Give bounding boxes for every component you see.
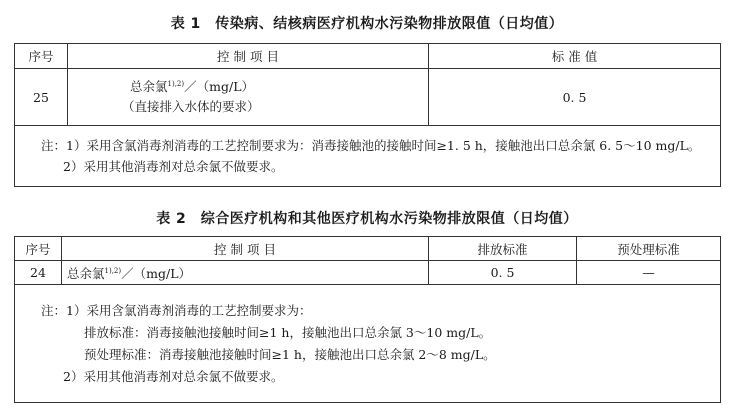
table2-note-1: 注：1）采用含氯消毒剂消毒的工艺控制要求为： bbox=[41, 302, 312, 318]
item-name: 总余氯 bbox=[67, 265, 105, 281]
item-name: 总余氯 bbox=[130, 79, 168, 94]
table1-header-item: 控 制 项 目 bbox=[68, 44, 429, 69]
table1-row-item bbox=[68, 69, 429, 126]
table2-note-discharge: 排放标准：消毒接触池接触时间≥1 h，接触池出口总余氯 3～10 mg/L。 bbox=[84, 324, 492, 340]
table2-note-pretreatment: 预处理标准：消毒接触池接触时间≥1 h，接触池出口总余氯 2～8 mg/L。 bbox=[84, 346, 496, 362]
table2-notes bbox=[15, 285, 721, 403]
table1-header-no: 序号 bbox=[15, 44, 68, 69]
table2-row bbox=[15, 261, 721, 285]
table1-header-row bbox=[15, 44, 721, 69]
table1 bbox=[14, 43, 721, 187]
table2-header-discharge: 排放标准 bbox=[429, 237, 577, 261]
item-note: （直接排入水体的要求） bbox=[122, 99, 260, 114]
table2 bbox=[14, 236, 721, 403]
table1-row bbox=[15, 69, 721, 126]
table1-caption: 表 1 传染病、结核病医疗机构水污染物排放限值（日均值） bbox=[170, 16, 564, 32]
table1-notes-row bbox=[15, 126, 721, 187]
table2-row-item bbox=[62, 261, 429, 285]
table2-row-pretreatment: — bbox=[577, 261, 721, 285]
table2-notes-row bbox=[15, 285, 721, 403]
table1-notes bbox=[15, 126, 721, 187]
table1-note-1: 注：1）采用含氯消毒剂消毒的工艺控制要求为：消毒接触池的接触时间≥1. 5 h，接触池出口总余氯 6. 5～10 mg/L。 bbox=[41, 138, 701, 153]
footnote-ref: 1),2) bbox=[104, 266, 122, 275]
table1-row-no: 25 bbox=[15, 69, 68, 126]
table1-note-2: 2）采用其他消毒剂对总余氯不做要求。 bbox=[63, 159, 284, 174]
table2-header-item: 控 制 项 目 bbox=[62, 237, 429, 261]
table2-header-pretreatment: 预处理标准 bbox=[577, 237, 721, 261]
table1-row-value: 0. 5 bbox=[429, 69, 721, 126]
table2-note-2: 2）采用其他消毒剂对总余氯不做要求。 bbox=[63, 368, 284, 384]
footnote-ref: 1),2) bbox=[167, 80, 185, 88]
table2-row-discharge: 0. 5 bbox=[429, 261, 577, 285]
table2-row-no: 24 bbox=[15, 261, 62, 285]
table1-header-value: 标 准 值 bbox=[429, 44, 721, 69]
item-unit: ／（mg/L） bbox=[121, 265, 191, 281]
table2-caption: 表 2 综合医疗机构和其他医疗机构水污染物排放限值（日均值） bbox=[156, 211, 578, 227]
table2-header-no: 序号 bbox=[15, 237, 62, 261]
table2-header-row bbox=[15, 237, 721, 261]
item-unit: ／（mg/L） bbox=[184, 79, 254, 94]
